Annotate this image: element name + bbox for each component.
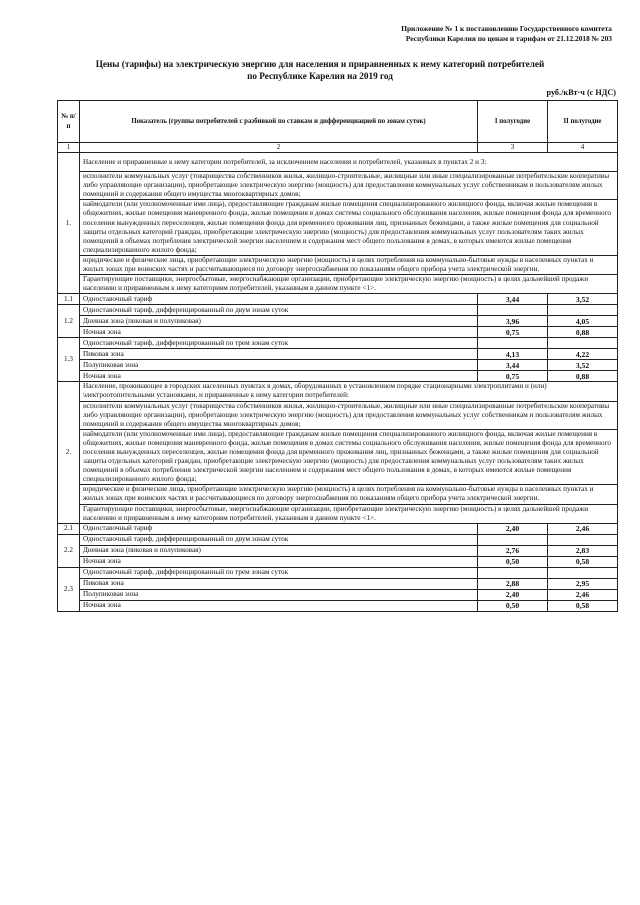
table-header-row [58, 101, 618, 143]
section-2-category-row [58, 504, 618, 523]
section-2-category-3: юридические и физические лица, приобретающие электрическую энергию (мощность) в целях потребления на коммунально-бытовые нужды в населенных пунктах и жилых зонах при воинских частях и рассчитывающиеся по договору энергоснабжения по показаниям общего прибора учета электрической энергии. [80, 485, 618, 504]
title-line-1: Цены (тарифы) на электрическую энергию для населения и приравненных к нему категорий потребителей [95, 59, 545, 69]
column-index-4: 4 [548, 143, 618, 153]
table-row [58, 360, 618, 371]
section-2-category-4: Гарантирующие поставщики, энергосбытовые, энергоснабжающие организации, приобретающие электрическую энергию (мощность) в целях дальнейшей продажи населению и приравненным к нему категориям потребителей, указанным в данном пункте <1>. [80, 504, 618, 523]
section-1-category-3: юридические и физические лица, приобретающие электрическую энергию (мощность) в целях потребления на коммунально-бытовые нужды в населенных пунктах и жилых зонах при воинских частях и рассчитывающиеся по договору энергоснабжения по показаниям общего прибора учета электрической энергии. [80, 255, 618, 274]
value-half-1: 0,50 [478, 556, 548, 567]
section-1-category-4: Гарантирующие поставщики, энергосбытовые, энергоснабжающие организации, приобретающие электрическую энергию (мощность) в целях дальнейшей продажи населению и приравненным к нему категориям потребителей, указанным в данном пункте <1>. [80, 275, 618, 294]
zone-label: Пиковая зона [80, 578, 478, 589]
table-row [58, 316, 618, 327]
appendix-line-1: Приложение № 1 к постановлению Государственного комитета [401, 24, 612, 33]
section-1-category-row [58, 172, 618, 200]
value-half-2: 2,46 [548, 589, 618, 600]
value-half-1: 3,96 [478, 316, 548, 327]
section-2-number: 2. [58, 382, 80, 523]
value-half-1: 2,76 [478, 545, 548, 556]
table-row [58, 338, 618, 349]
column-index-row [58, 143, 618, 153]
table-row [58, 589, 618, 600]
table-row [58, 294, 618, 305]
table-row [58, 523, 618, 534]
empty-cell [478, 534, 548, 545]
section-2-intro-row [58, 382, 618, 401]
row-label: Одноставочный тариф, дифференцированный по трем зонам суток [80, 567, 478, 578]
section-1-intro: Население и приравненные к нему категории потребителей, за исключением населения и потребителей, указанных в пунктах 2 и 3: [80, 153, 618, 172]
value-half-1: 2,40 [478, 589, 548, 600]
value-half-1: 0,75 [478, 327, 548, 338]
column-index-2: 2 [80, 143, 478, 153]
header-half-1: I полугодие [478, 101, 548, 143]
row-label: Одноставочный тариф [80, 523, 478, 534]
row-number: 2.2 [58, 534, 80, 567]
value-half-2: 3,52 [548, 360, 618, 371]
value-half-1: 4,13 [478, 349, 548, 360]
value-half-1: 0,75 [478, 371, 548, 382]
row-number: 2.3 [58, 567, 80, 611]
document-title [60, 58, 580, 82]
appendix-reference [312, 24, 612, 44]
section-1-category-row [58, 200, 618, 256]
value-half-2: 3,52 [548, 294, 618, 305]
title-line-2: по Республике Карелия на 2019 год [247, 71, 393, 81]
value-half-2: 2,46 [548, 523, 618, 534]
column-index-1: 1 [58, 143, 80, 153]
table-row [58, 349, 618, 360]
table-row [58, 305, 618, 316]
value-half-2: 2,83 [548, 545, 618, 556]
row-label: Одноставочный тариф [80, 294, 478, 305]
value-half-1: 2,88 [478, 578, 548, 589]
row-number: 2.1 [58, 523, 80, 534]
header-indicator: Показатель (группы потребителей с разбивкой по ставкам и дифференциацией по зонам суток) [80, 101, 478, 143]
row-number: 1.1 [58, 294, 80, 305]
zone-label: Дневная зона (пиковая и полупиковая) [80, 316, 478, 327]
zone-label: Ночная зона [80, 371, 478, 382]
section-1-category-row [58, 275, 618, 294]
empty-cell [478, 338, 548, 349]
value-half-2: 0,88 [548, 327, 618, 338]
zone-label: Дневная зона (пиковая и полупиковая) [80, 545, 478, 556]
row-number: 1.2 [58, 305, 80, 338]
section-2-category-row [58, 429, 618, 485]
section-2-category-row [58, 401, 618, 429]
header-half-2: II полугодие [548, 101, 618, 143]
header-num: № п/п [58, 101, 80, 143]
empty-cell [478, 567, 548, 578]
value-half-2: 0,58 [548, 556, 618, 567]
empty-cell [478, 305, 548, 316]
value-half-2: 4,22 [548, 349, 618, 360]
tariff-table [57, 100, 618, 612]
appendix-line-2: Республики Карелия по ценам и тарифам от 21.12.2018 № 203 [405, 34, 612, 43]
table-row [58, 578, 618, 589]
empty-cell [548, 305, 618, 316]
unit-label: руб./кВт·ч (с НДС) [546, 88, 616, 97]
empty-cell [548, 534, 618, 545]
zone-label: Полупиковая зона [80, 589, 478, 600]
table-row [58, 371, 618, 382]
table-row [58, 567, 618, 578]
row-label: Одноставочный тариф, дифференцированный по двум зонам суток [80, 534, 478, 545]
zone-label: Пиковая зона [80, 349, 478, 360]
section-1-intro-row [58, 153, 618, 172]
section-2-intro: Население, проживающее в городских населенных пунктах в домах, оборудованных в установленном порядке стационарными электроплитами и (или) электроотопительными установками, и приравненные к нему категории потребителей: [80, 382, 618, 401]
row-label: Одноставочный тариф, дифференцированный по трем зонам суток [80, 338, 478, 349]
value-half-1: 0,50 [478, 600, 548, 611]
value-half-1: 3,44 [478, 294, 548, 305]
section-2-category-1: исполнители коммунальных услуг (товарищества собственников жилья, жилищно-строительные, жилищные или иные специализированные потребительские кооперативы либо управляющие организации), приобретающие электрическую энергию (мощность) для предоставления коммунальных услуг собственникам и пользователям жилых помещений и содержания общего имущества многоквартирных домов; [80, 401, 618, 429]
empty-cell [548, 567, 618, 578]
table-row [58, 600, 618, 611]
row-number: 1.3 [58, 338, 80, 382]
table-row [58, 545, 618, 556]
section-1-category-1: исполнители коммунальных услуг (товарищества собственников жилья, жилищно-строительные, жилищные или иные специализированные потребительские кооперативы либо управляющие организации), приобретающие электрическую энергию (мощность) для предоставления коммунальных услуг собственникам и пользователям жилых помещений и содержания общего имущества многоквартирных домов; [80, 172, 618, 200]
empty-cell [548, 338, 618, 349]
value-half-2: 0,58 [548, 600, 618, 611]
value-half-1: 2,40 [478, 523, 548, 534]
row-label: Одноставочный тариф, дифференцированный по двум зонам суток [80, 305, 478, 316]
value-half-1: 3,44 [478, 360, 548, 371]
zone-label: Ночная зона [80, 327, 478, 338]
value-half-2: 0,88 [548, 371, 618, 382]
table-row [58, 327, 618, 338]
table-row [58, 556, 618, 567]
section-1-category-row [58, 255, 618, 274]
section-2-category-2: наймодатели (или уполномоченные ими лица), предоставляющие гражданам жилые помещения специализированного жилищного фонда, включая жилые помещения в общежитиях, жилые помещения маневренного фонда, жилые помещения в домах системы социального обслуживания населения, жилые помещения фонда для временного поселения вынужденных переселенцев, жилые помещения фонда для временного проживания лиц, признанных беженцами, а также жилые помещения для социальной защиты отдельных категорий граждан, приобретающие электрическую энергию (мощность) для предоставления коммунальных услуг пользователям таких жилых помещений в объемах потребления электрической энергии населением и содержания мест общего пользования в домах, в которых имеются жилые помещения специализированного жилого фонда; [80, 429, 618, 485]
zone-label: Ночная зона [80, 600, 478, 611]
table-row [58, 534, 618, 545]
column-index-3: 3 [478, 143, 548, 153]
section-2-category-row [58, 485, 618, 504]
value-half-2: 4,05 [548, 316, 618, 327]
value-half-2: 2,95 [548, 578, 618, 589]
zone-label: Полупиковая зона [80, 360, 478, 371]
zone-label: Ночная зона [80, 556, 478, 567]
section-1-number: 1. [58, 153, 80, 294]
section-1-category-2: наймодатели (или уполномоченные ими лица), предоставляющие гражданам жилые помещения специализированного жилищного фонда, включая жилые помещения в общежитиях, жилые помещения маневренного фонда, жилые помещения в домах системы социального обслуживания населения, жилые помещения фонда для временного поселения вынужденных переселенцев, жилые помещения фонда для временного проживания лиц, признанных беженцами, а также жилые помещения для социальной защиты отдельных категорий граждан, приобретающие электрическую энергию (мощность) для предоставления коммунальных услуг пользователям таких жилых помещений в объемах потребления электрической энергии населением и содержания мест общего пользования в домах, в которых имеются жилые помещения специализированного жилого фонда; [80, 200, 618, 256]
